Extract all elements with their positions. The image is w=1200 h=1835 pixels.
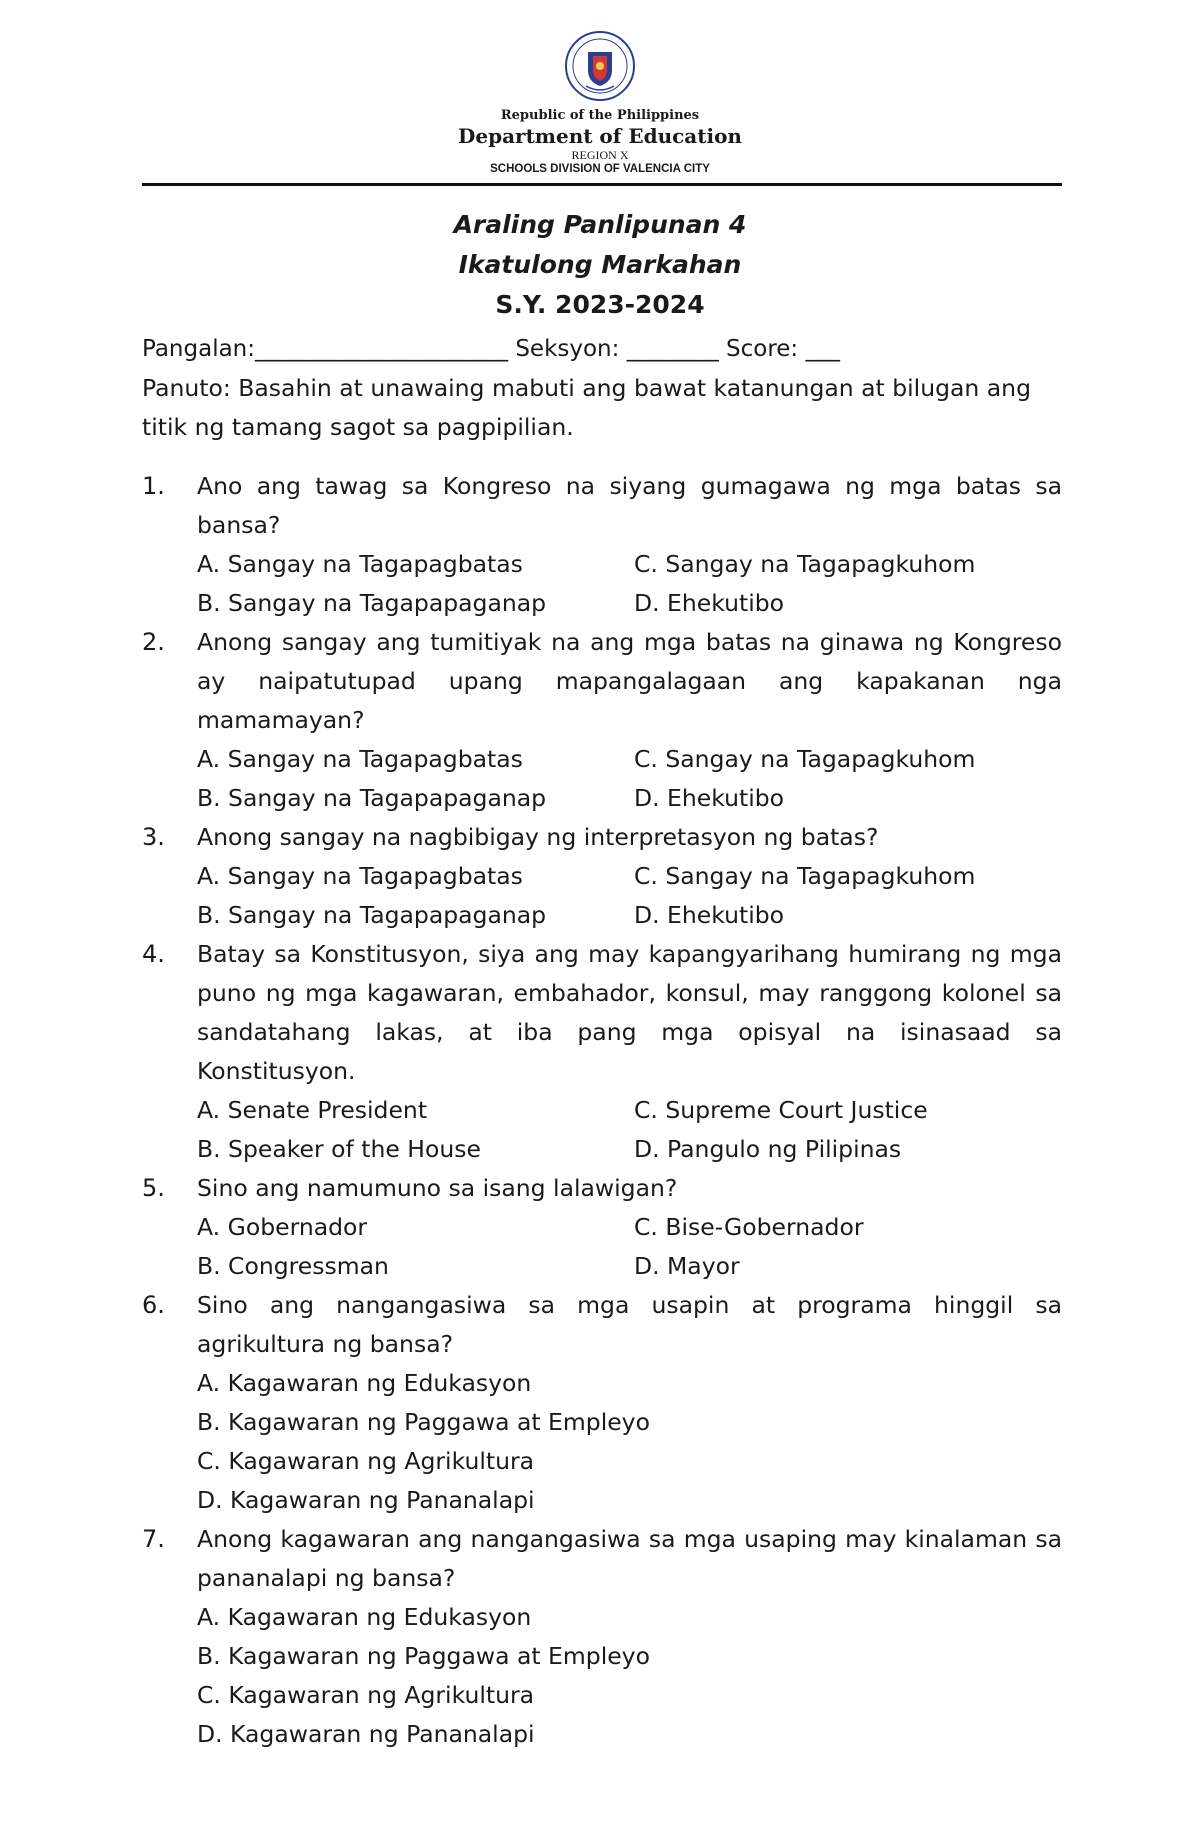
choice-grid	[197, 545, 1062, 623]
choice-grid	[197, 1091, 1062, 1169]
question-item	[142, 1169, 1062, 1286]
directions: Panuto: Basahin at unawaing mabuti ang bawat katanungan at bilugan ang titik ng tamang sagot sa pagpipilian.	[142, 374, 1031, 441]
region-line: REGION X	[571, 148, 629, 162]
choice: C. Kagawaran ng Agrikultura	[197, 1447, 535, 1475]
choice: B. Congressman	[197, 1252, 389, 1280]
question-text: Batay sa Konstitusyon, siya ang may kapangyarihang humirang ng mga puno ng mga kagawaran, embahador, konsul, may ranggong kolonel sa sandatahang lakas, at iba pang mga opisyal na isinasaad sa Konstitusyon.	[197, 940, 1062, 1085]
choice-list	[197, 1598, 1062, 1754]
choice: A. Kagawaran ng Edukasyon	[197, 1369, 532, 1397]
choice: D. Ehekutibo	[634, 784, 785, 812]
choice: C. Bise-Gobernador	[634, 1213, 864, 1241]
choice-grid	[197, 857, 1062, 935]
choice: C. Supreme Court Justice	[634, 1096, 928, 1124]
question-text: Anong kagawaran ang nangangasiwa sa mga usaping may kinalaman sa pananalapi ng bansa?	[197, 1525, 1062, 1592]
question-item	[142, 935, 1062, 1169]
division-line: SCHOOLS DIVISION OF VALENCIA CITY	[490, 163, 710, 175]
exam-title-block	[0, 205, 1200, 325]
question-number: 5.	[142, 1174, 165, 1202]
question-number: 2.	[142, 628, 165, 656]
choice: B. Kagawaran ng Paggawa at Empleyo	[197, 1408, 650, 1436]
question-text: Ano ang tawag sa Kongreso na siyang gumagawa ng mga batas sa bansa?	[197, 472, 1062, 539]
choice: D. Ehekutibo	[634, 901, 785, 929]
deped-seal-logo	[564, 30, 636, 102]
choice: D. Kagawaran ng Pananalapi	[197, 1486, 535, 1514]
choice: C. Sangay na Tagapagkuhom	[634, 862, 976, 890]
choice: B. Sangay na Tagapapaganap	[197, 901, 547, 929]
question-item	[142, 467, 1062, 623]
choice: A. Sangay na Tagapagbatas	[197, 550, 523, 578]
choice: A. Senate President	[197, 1096, 428, 1124]
choice: A. Kagawaran ng Edukasyon	[197, 1603, 532, 1631]
choice: B. Speaker of the House	[197, 1135, 481, 1163]
subject-title: Araling Panlipunan 4	[453, 210, 747, 239]
question-number: 7.	[142, 1525, 165, 1553]
choice: A. Sangay na Tagapagbatas	[197, 862, 523, 890]
choice: D. Pangulo ng Pilipinas	[634, 1135, 902, 1163]
question-item	[142, 1520, 1062, 1754]
choice: B. Sangay na Tagapapaganap	[197, 589, 547, 617]
question-text: Anong sangay ang tumitiyak na ang mga batas na ginawa ng Kongreso ay naipatutupad upang mapangalagaan ang kapakanan nga mamamayan?	[197, 628, 1062, 734]
choice: C. Sangay na Tagapagkuhom	[634, 745, 976, 773]
question-list	[142, 467, 1062, 1754]
school-year: S.Y. 2023-2024	[495, 290, 705, 319]
department-name: Department of Education	[458, 124, 742, 148]
choice: B. Sangay na Tagapapaganap	[197, 784, 547, 812]
question-number: 6.	[142, 1291, 165, 1319]
choice: B. Kagawaran ng Paggawa at Empleyo	[197, 1642, 650, 1670]
question-text: Sino ang nangangasiwa sa mga usapin at programa hinggil sa agrikultura ng bansa?	[197, 1291, 1062, 1358]
choice: D. Kagawaran ng Pananalapi	[197, 1720, 535, 1748]
letterhead	[0, 30, 1200, 176]
choice-grid	[197, 1208, 1062, 1286]
question-text: Anong sangay na nagbibigay ng interpretasyon ng batas?	[197, 823, 879, 851]
exam-body	[142, 330, 1062, 1754]
quarter-title: Ikatulong Markahan	[458, 250, 742, 279]
student-info-line: Pangalan:______________________ Seksyon: ________ Score: ___	[142, 336, 840, 362]
choice: D. Mayor	[634, 1252, 740, 1280]
header-divider	[142, 183, 1062, 186]
republic-line: Republic of the Philippines	[500, 108, 700, 123]
choice: C. Kagawaran ng Agrikultura	[197, 1681, 535, 1709]
choice: A. Sangay na Tagapagbatas	[197, 745, 523, 773]
question-number: 3.	[142, 823, 165, 851]
choice: C. Sangay na Tagapagkuhom	[634, 550, 976, 578]
question-item	[142, 1286, 1062, 1520]
question-number: 1.	[142, 472, 165, 500]
question-item	[142, 623, 1062, 818]
choice-grid	[197, 740, 1062, 818]
choice: D. Ehekutibo	[634, 589, 785, 617]
choice: A. Gobernador	[197, 1213, 368, 1241]
question-text: Sino ang namumuno sa isang lalawigan?	[197, 1174, 678, 1202]
question-item	[142, 818, 1062, 935]
question-number: 4.	[142, 940, 165, 968]
choice-list	[197, 1364, 1062, 1520]
